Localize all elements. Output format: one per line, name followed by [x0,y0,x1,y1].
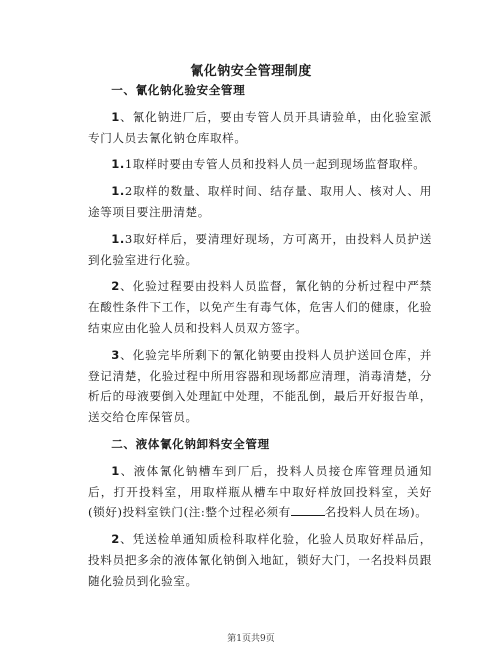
item-number: 2 [111,279,120,294]
paragraph-text: 、氰化钠进厂后，要由专管人员开具请验单，由化验室派专门人员去氰化钠仓库取样。 [88,109,432,145]
paragraph [88,529,432,591]
item-number: 1. [111,231,125,246]
paragraph [88,154,432,175]
fill-in-blank [291,503,325,516]
item-number: 1. [111,157,125,172]
section-heading-1: 一、氰化钠化验安全管理 [111,83,246,97]
paragraph-text: 、化验过程要由投料人员监督，氰化钠的分析过程中严禁在酸性条件下工作，以免产生有毒气体，危害人们的健康，化验结束应由化验人员和投料人员双方签字。 [88,279,432,335]
section-heading-2: 二、液体氰化钠卸料安全管理 [111,436,270,451]
paragraph-text: 3取好样后，要清理好现场，方可离开，由投料人员护送到化验室进行化验。 [88,231,432,267]
item-number: 2 [111,532,120,547]
paragraph [88,461,432,523]
item-number: 1 [111,463,120,478]
page-title: 氰化钠安全管理制度 [190,64,312,79]
paragraph-text-after-blank: 名投料人员在场)。 [324,505,428,520]
paragraph [88,181,432,223]
paragraph-text: 2取样的数量、取样时间、结存量、取用人、核对人、用途等项目要注册清楚。 [88,184,432,219]
item-number: 3 [111,347,120,362]
paragraph-text: 、凭送检单通知质检科取样化验，化验人员取好样品后，投料员把多余的液体氰化钠倒入地缸，锁好大门，一名投料员跟随化验员到化验室。 [88,532,432,588]
paragraph [88,229,432,271]
document-body [88,80,432,598]
paragraph-text: 、化验完毕所剩下的氰化钠要由投料人员护送回仓库，并登记清楚，化验过程中所用容器和现场都应清理，消毒清楚，分析后的母液要倒入处理缸中处理，不能乱倒，最后开好报告单，送交给仓库保管员。 [88,347,432,425]
item-number: 1. [111,184,125,199]
paragraph [88,345,432,428]
paragraph-text: 1取样时要由专管人员和投料人员一起到现场监督取样。 [124,157,426,172]
paragraph [88,276,432,338]
paragraph [88,107,432,149]
page-footer: 第1页共9页 [227,634,275,644]
item-number: 1 [111,109,120,124]
paragraph-text: 、液体氰化钠槽车到厂后，投料人员接仓库管理员通知后，打开投料室，用取样瓶从槽车中取好样放回投料室，关好(锁好)投料室铁门(注:整个过程必须有 [88,463,432,520]
